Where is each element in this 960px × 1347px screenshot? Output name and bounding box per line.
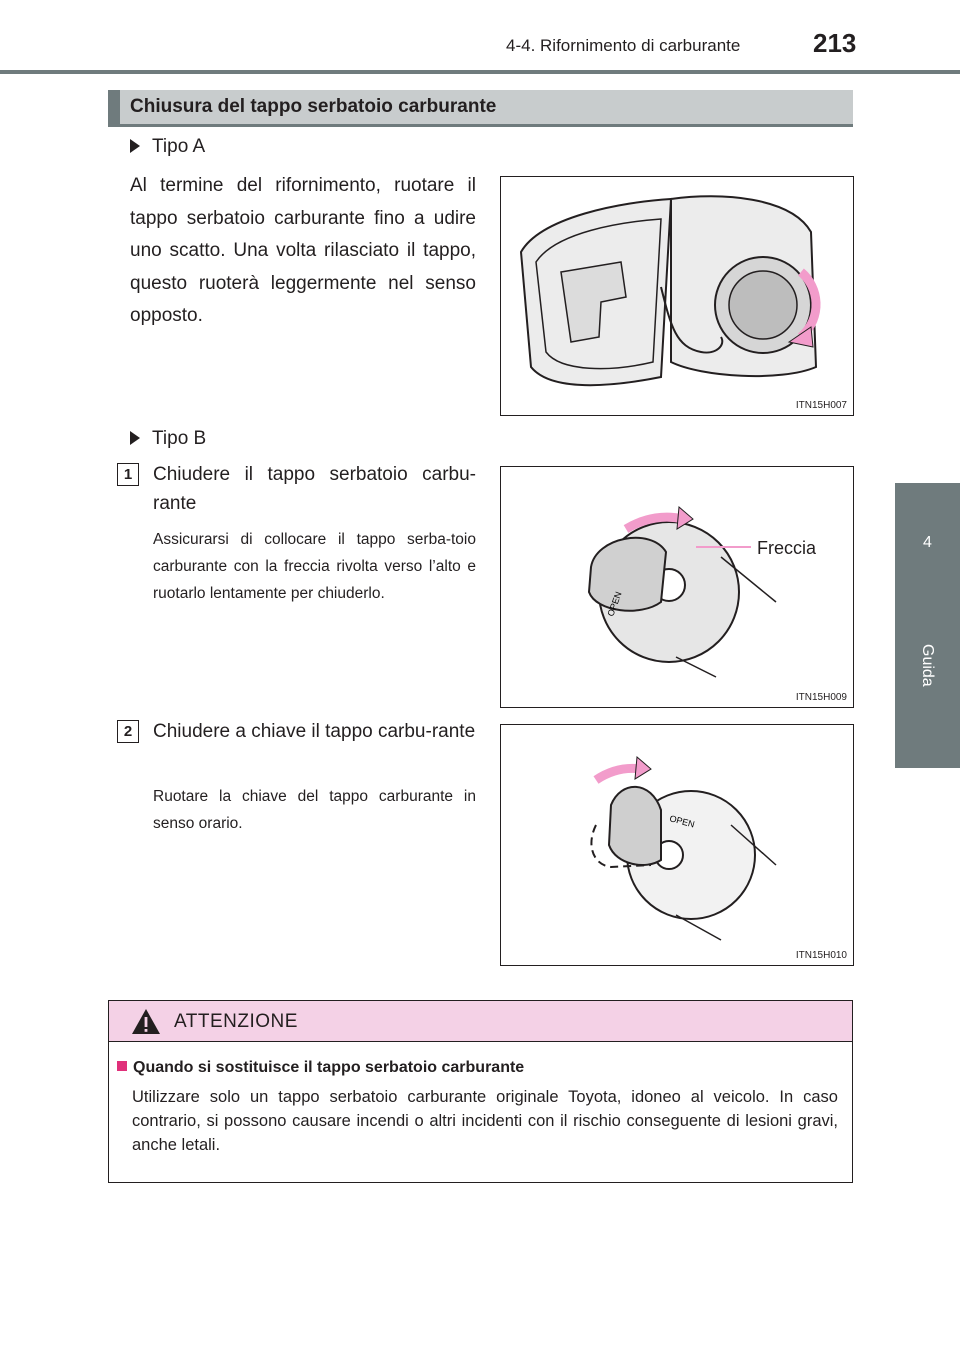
- type-a-label: Tipo A: [152, 136, 206, 157]
- cap-placement-illustration: [501, 467, 853, 707]
- type-a-instructions: Al termine del rifornimento, ruotare il tappo serbatoio carburante fino a udire uno scatto. Una volta rilasciato il tappo, questo ruoterà leggermente nel senso opposto.: [130, 175, 476, 326]
- turn-arrow-icon: [596, 768, 641, 780]
- warning-title: ATTENZIONE: [174, 1011, 298, 1032]
- section-title: Chiusura del tappo serbatoio carburante: [130, 96, 497, 117]
- type-b-heading: [130, 428, 206, 450]
- page-number: 213: [813, 28, 857, 58]
- figure-code: ITN15H007: [795, 400, 847, 411]
- warning-triangle-icon: [131, 1008, 161, 1035]
- step-1-text: Assicurarsi di collocare il tappo serba-toio carburante con la freccia rivolta verso l’alto e ruotarlo lentamente per chiuderlo.: [153, 531, 476, 602]
- side-tab-label: Guida: [919, 643, 936, 687]
- section-header: [108, 90, 853, 127]
- type-a-heading: [130, 136, 205, 158]
- warning-subtitle: [117, 1059, 524, 1077]
- warning-subtitle-text: Quando si sostituisce il tappo serbatoio carburante: [133, 1059, 525, 1076]
- cap-locking-illustration: [501, 725, 853, 965]
- chapter-side-tab: [895, 483, 960, 768]
- cap-open-marking: OPEN: [668, 813, 696, 830]
- step-1-title: Chiudere il tappo serbatoio carbu-rante: [153, 464, 476, 514]
- step-number-box: 2: [117, 720, 139, 743]
- step-2-text: Ruotare la chiave del tappo carburante in senso orario.: [153, 788, 476, 832]
- figure-code: ITN15H009: [795, 692, 847, 703]
- chapter-label: 4-4. Rifornimento di carburante: [506, 36, 741, 55]
- square-bullet-icon: [117, 1061, 127, 1071]
- warning-box: [108, 1000, 853, 1183]
- type-b-label: Tipo B: [152, 428, 207, 449]
- warning-header: [109, 1001, 852, 1042]
- figure-code: ITN15H010: [795, 950, 847, 961]
- side-tab-number: 4: [923, 534, 932, 551]
- fuel-door-illustration: [501, 177, 853, 415]
- freccia-label: Freccia: [757, 538, 817, 558]
- section-header-bar: [108, 90, 120, 124]
- step-2-title: Chiudere a chiave il tappo carbu-rante: [153, 721, 476, 742]
- header-rule: [0, 70, 960, 74]
- figure-step-2-cap-locking: [500, 724, 854, 966]
- bullet-triangle-icon: [130, 431, 140, 445]
- figure-step-1-cap-placement: [500, 466, 854, 708]
- warning-body: Utilizzare solo un tappo serbatoio carburante originale Toyota, idoneo al veicolo. In caso contrario, si possono causare incendi o altri incidenti con il rischio conseguente di lesioni gravi, anche letali.: [132, 1088, 838, 1154]
- bullet-triangle-icon: [130, 139, 140, 153]
- cap-open-marking: OPEN: [605, 590, 624, 618]
- figure-type-a-fuel-door: [500, 176, 854, 416]
- step-number-box: 1: [117, 463, 139, 486]
